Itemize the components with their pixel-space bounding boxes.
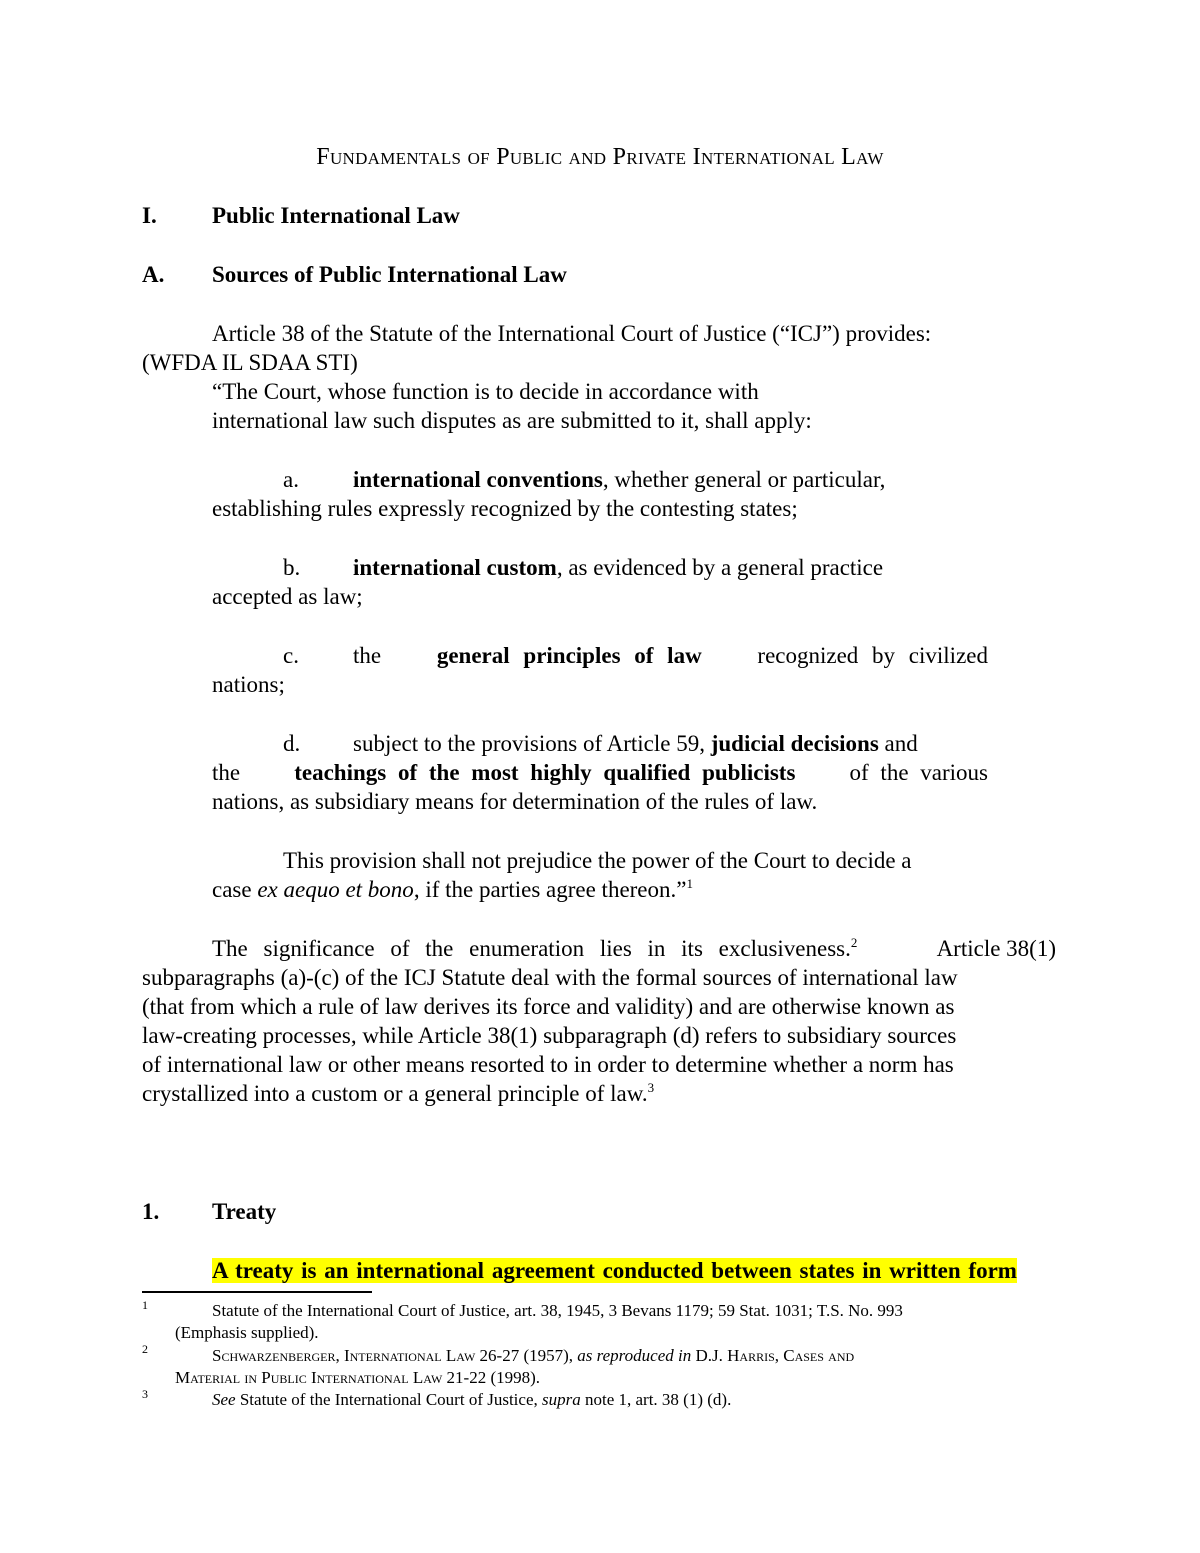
document-title: Fundamentals of Public and Private International Law xyxy=(316,144,884,170)
item-b-label: b. xyxy=(283,555,301,580)
item-c-rest: recognized by civilized xyxy=(757,643,988,668)
item-d-line2-pre: the xyxy=(212,760,241,785)
item-d-line-2 xyxy=(212,759,988,787)
heading-1-text: Treaty xyxy=(212,1199,277,1224)
footnote-3-italic-2: supra xyxy=(542,1390,581,1409)
footnote-2-line-1 xyxy=(212,1345,854,1367)
item-d-label: d. xyxy=(283,731,301,756)
treaty-definition-line xyxy=(212,1257,1058,1285)
treaty-highlight: A treaty is an international agreement conducted between states in written form xyxy=(212,1258,1017,1283)
intro-line-1: Article 38 of the Statute of the International Court of Justice (“ICJ”) provides: xyxy=(212,321,932,346)
footnote-2-book: Harris, Cases and xyxy=(727,1346,855,1365)
significance-line-3: (that from which a rule of law derives its force and validity) and are otherwise known as xyxy=(142,994,955,1019)
footnote-1-line-1: Statute of the International Court of Justice, art. 38, 1945, 3 Bevans 1179; 59 Stat. 1031; T.S. No. 993 xyxy=(212,1301,903,1320)
item-c-bold: general principles of law xyxy=(436,643,702,668)
footnote-ref-2[interactable]: 2 xyxy=(850,935,858,950)
item-d-line-1 xyxy=(353,730,918,758)
item-d-line-3: nations, as subsidiary means for determination of the rules of law. xyxy=(212,789,818,814)
heading-I-number: I. xyxy=(142,203,157,228)
quote-line-1 xyxy=(212,378,988,406)
footnote-2-number: 2 xyxy=(142,1342,148,1356)
heading-A-text: Sources of Public International Law xyxy=(212,262,567,287)
item-c-line-1 xyxy=(353,642,988,670)
item-a-bold: international conventions xyxy=(353,467,603,492)
quote-line-2: international law such disputes as are submitted to it, shall apply: xyxy=(212,408,812,433)
item-b-line-1 xyxy=(353,554,988,582)
significance-line-4: law-creating processes, while Article 38(1) subparagraph (d) refers to subsidiary sources xyxy=(142,1023,957,1048)
footnote-separator xyxy=(142,1291,372,1293)
item-b-line-2: accepted as law; xyxy=(212,584,363,609)
proviso-line-2 xyxy=(212,876,693,904)
footnote-2-line-2 xyxy=(175,1367,540,1389)
heading-A-number: A. xyxy=(142,262,165,287)
quote-text-1: “The Court, whose function is to decide in accordance with xyxy=(212,379,759,404)
heading-I-text: Public International Law xyxy=(212,203,460,228)
item-d-mid: and xyxy=(884,731,918,756)
footnote-2-book-2: Material in Public International Law xyxy=(175,1368,443,1387)
intro-line-2: (WFDA IL SDAA STI) xyxy=(142,350,358,375)
item-c-label: c. xyxy=(283,643,299,668)
significance-text-1: The significance of the enumeration lies in its exclusiveness.$^2$ xyxy=(212,935,858,961)
footnote-1-line-2: (Emphasis supplied). xyxy=(175,1323,319,1342)
significance-line-5: of international law or other means resorted to in order to determine whether a norm has xyxy=(142,1052,954,1077)
footnote-1-number: 1 xyxy=(142,1298,148,1312)
footnote-ref-1[interactable]: 1 xyxy=(686,876,693,891)
proviso-line-1: This provision shall not prejudice the power of the Court to decide a xyxy=(283,848,912,873)
proviso-post: , if the parties agree thereon.” xyxy=(413,877,687,902)
footnote-3-end: note 1, art. 38 (1) (d). xyxy=(584,1390,732,1409)
footnote-2-author: Schwarzenberger, International Law xyxy=(212,1346,476,1365)
item-d-bold-2: teachings of the most highly qualified publicists xyxy=(294,760,796,785)
proviso-italic: ex aequo et bono xyxy=(257,877,414,902)
significance-line-2: subparagraphs (a)-(c) of the ICJ Statute deal with the formal sources of international law xyxy=(142,965,958,990)
item-b-bold: international custom xyxy=(353,555,557,580)
significance-line-6 xyxy=(142,1080,654,1108)
item-b-rest: , as evidenced by a general practice xyxy=(556,555,884,580)
item-a-rest: , whether general or particular, xyxy=(602,467,886,492)
footnote-2-cite: 26-27 (1957), xyxy=(479,1346,574,1365)
significance-line-1 xyxy=(212,935,1056,963)
footnote-ref-3[interactable]: 3 xyxy=(647,1080,655,1095)
item-a-line-1 xyxy=(353,466,988,494)
item-a-line-2: establishing rules expressly recognized by the contesting states; xyxy=(212,496,798,521)
footnote-3-italic-1: See xyxy=(212,1390,236,1409)
footnote-2-name: D.J. xyxy=(695,1346,723,1365)
item-d-pre: subject to the provisions of Article 59, xyxy=(353,731,705,756)
heading-1-number: 1. xyxy=(142,1199,160,1224)
significance-text-6: crystallized into a custom or a general principle of law. xyxy=(142,1081,648,1106)
item-c-line-2: nations; xyxy=(212,672,285,697)
footnote-2-cite-2: 21-22 (1998). xyxy=(446,1368,541,1387)
footnote-3-number: 3 xyxy=(142,1387,148,1401)
item-d-line2-post: of the various xyxy=(849,760,988,785)
footnote-3-line xyxy=(212,1389,731,1411)
item-c-pre: the xyxy=(353,643,382,668)
item-a-label: a. xyxy=(283,467,299,492)
item-d-bold-1: judicial decisions xyxy=(710,731,879,756)
proviso-pre: case xyxy=(212,877,252,902)
footnote-2-italic: as reproduced in xyxy=(577,1346,692,1365)
significance-text-1b: Article 38(1) xyxy=(936,936,1056,961)
footnote-3-mid: Statute of the International Court of Justice, xyxy=(239,1390,538,1409)
